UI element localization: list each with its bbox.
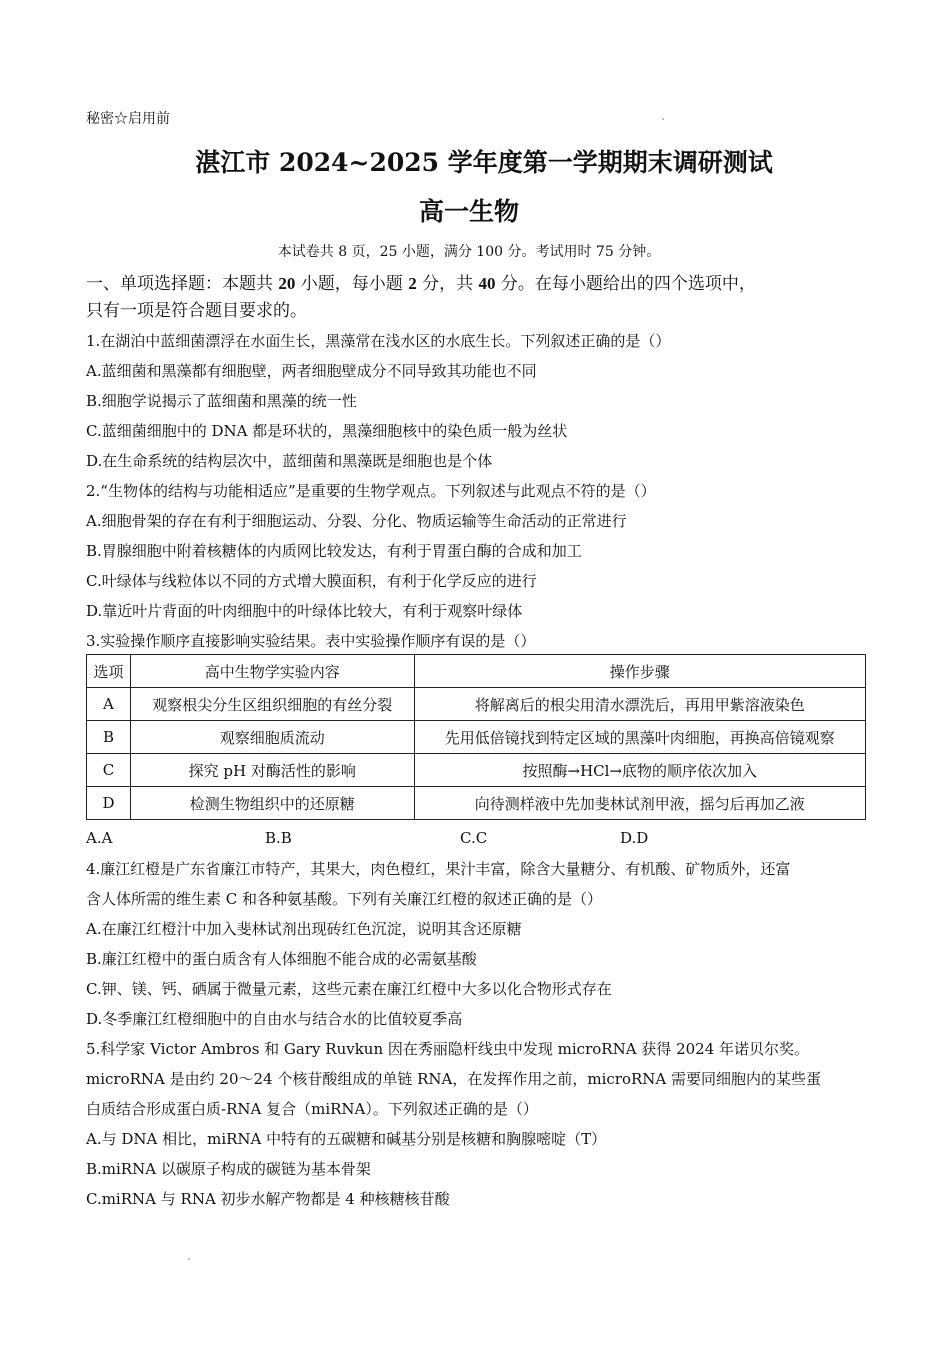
exam-title: 湛江市 2024~2025 学年度第一学期期末调研测试 xyxy=(195,148,773,177)
q1-option-b: B.细胞学说揭示了蓝细菌和黑藻的统一性 xyxy=(86,392,357,410)
table-cell: 观察细胞质流动 xyxy=(130,721,414,754)
table-row xyxy=(87,721,866,754)
q4-stem-line2: 含人体所需的维生素 C 和各种氨基酸。下列有关廉江红橙的叙述正确的是（） xyxy=(86,890,603,908)
table-row xyxy=(87,787,866,820)
table-cell: 检测生物组织中的还原糖 xyxy=(130,787,414,820)
q2-option-b: B.胃腺细胞中附着核糖体的内质网比较发达，有利于胃蛋白酶的合成和加工 xyxy=(86,542,582,560)
table-cell: 将解离后的根尖用清水漂洗后，再用甲紫溶液染色 xyxy=(414,688,865,721)
q3-stem: 3.实验操作顺序直接影响实验结果。表中实验操作顺序有误的是（） xyxy=(86,632,536,650)
table-cell: 向待测样液中先加斐林试剂甲液，摇匀后再加乙液 xyxy=(414,787,865,820)
table-cell: A xyxy=(87,688,131,721)
q3-option-a: A.A xyxy=(86,829,113,847)
table-cell: 探究 pH 对酶活性的影响 xyxy=(130,754,414,787)
table-header: 选项 xyxy=(87,655,131,688)
table-row xyxy=(87,688,866,721)
table-cell: B xyxy=(87,721,131,754)
table-cell: C xyxy=(87,754,131,787)
table-header-row xyxy=(87,655,866,688)
q5-stem-line3: 白质结合形成蛋白质-RNA 复合（miRNA）。下列叙述正确的是（） xyxy=(86,1100,538,1118)
q3-option-c: C.C xyxy=(460,829,488,847)
table-cell: 观察根尖分生区组织细胞的有丝分裂 xyxy=(130,688,414,721)
q4-stem: 4.廉江红橙是广东省廉江市特产，其果大，肉色橙红，果汁丰富，除含大量糖分、有机酸、矿物质外，还富 xyxy=(86,860,791,878)
q1-option-a: A.蓝细菌和黑藻都有细胞壁，两者细胞壁成分不同导致其功能也不同 xyxy=(86,362,537,380)
q5-option-a: A.与 DNA 相比，miRNA 中特有的五碳糖和碱基分别是核糖和胸腺嘧啶（T） xyxy=(86,1130,607,1148)
q3-option-b: B.B xyxy=(265,829,292,847)
q2-option-c: C.叶绿体与线粒体以不同的方式增大膜面积，有利于化学反应的进行 xyxy=(86,572,537,590)
section-heading: 一、单项选择题：本题共 20 小题，每小题 2 分，共 40 分。在每小题给出的四个选项中， xyxy=(86,274,756,294)
q1-option-d: D.在生命系统的结构层次中，蓝细菌和黑藻既是细胞也是个体 xyxy=(86,452,493,470)
q2-option-a: A.细胞骨架的存在有利于细胞运动、分裂、分化、物质运输等生命活动的正常进行 xyxy=(86,512,627,530)
q4-option-a: A.在廉江红橙汁中加入斐林试剂出现砖红色沉淀，说明其含还原糖 xyxy=(86,920,522,938)
table-header: 操作步骤 xyxy=(414,655,865,688)
q1-option-c: C.蓝细菌细胞中的 DNA 都是环状的，黑藻细胞核中的染色质一般为丝状 xyxy=(86,422,568,440)
table-cell: D xyxy=(87,787,131,820)
q5-stem: 5.科学家 Victor Ambros 和 Gary Ruvkun 因在秀丽隐杆线虫中发现 microRNA 获得 2024 年诺贝尔奖。 xyxy=(86,1040,810,1058)
experiment-table xyxy=(86,654,866,820)
table-cell: 按照酶→HCl→底物的顺序依次加入 xyxy=(414,754,865,787)
q5-option-c: C.miRNA 与 RNA 初步水解产物都是 4 种核糖核苷酸 xyxy=(86,1190,450,1208)
q1-stem: 1.在湖泊中蓝细菌漂浮在水面生长，黑藻常在浅水区的水底生长。下列叙述正确的是（） xyxy=(86,332,671,350)
scan-speck xyxy=(188,1258,190,1260)
q4-option-c: C.钾、镁、钙、硒属于微量元素，这些元素在廉江红橙中大多以化合物形式存在 xyxy=(86,980,612,998)
table-header: 高中生物学实验内容 xyxy=(130,655,414,688)
q4-option-d: D.冬季廉江红橙细胞中的自由水与结合水的比值较夏季高 xyxy=(86,1010,463,1028)
q5-option-b: B.miRNA 以碳原子构成的碳链为基本骨架 xyxy=(86,1160,371,1178)
secret-label: 秘密☆启用前 xyxy=(86,111,170,127)
q4-option-b: B.廉江红橙中的蛋白质含有人体细胞不能合成的必需氨基酸 xyxy=(86,950,477,968)
exam-info: 本试卷共 8 页，25 小题，满分 100 分。考试用时 75 分钟。 xyxy=(277,244,661,260)
q2-option-d: D.靠近叶片背面的叶肉细胞中的叶绿体比较大，有利于观察叶绿体 xyxy=(86,602,523,620)
table-cell: 先用低倍镜找到特定区域的黑藻叶肉细胞，再换高倍镜观察 xyxy=(414,721,865,754)
section-heading-line2: 只有一项是符合题目要求的。 xyxy=(86,301,307,321)
q3-option-d: D.D xyxy=(620,829,649,847)
scan-speck xyxy=(662,118,664,120)
subject-title: 高一生物 xyxy=(418,197,519,226)
table-row xyxy=(87,754,866,787)
q2-stem: 2.“生物体的结构与功能相适应”是重要的生物学观点。下列叙述与此观点不符的是（） xyxy=(86,482,656,500)
q5-stem-line2: microRNA 是由约 20～24 个核苷酸组成的单链 RNA，在发挥作用之前，microRNA 需要同细胞内的某些蛋 xyxy=(86,1070,822,1088)
